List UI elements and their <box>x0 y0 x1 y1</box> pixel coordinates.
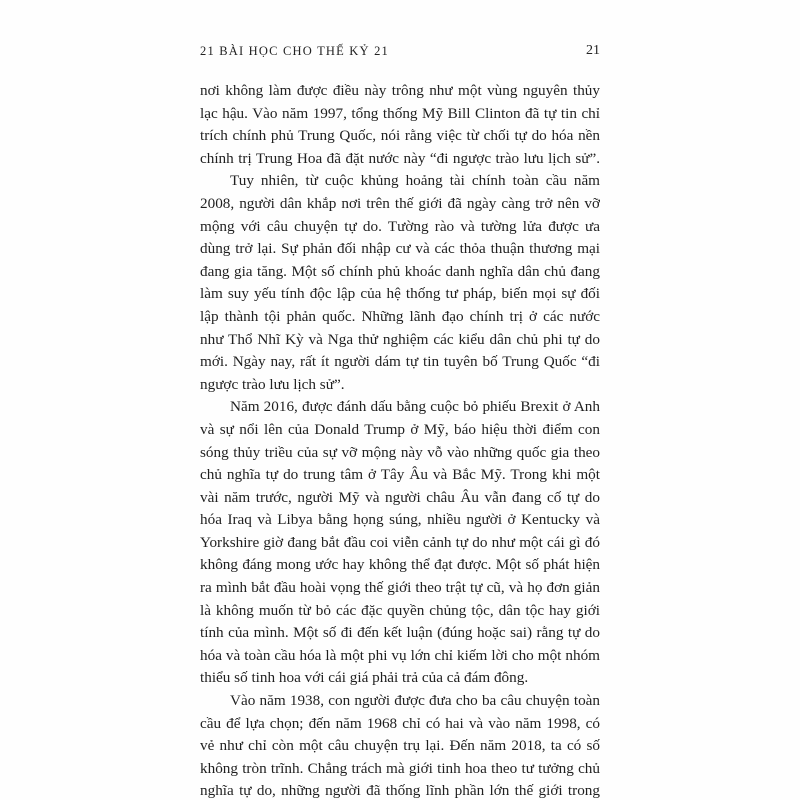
text-line: chính trị Trung Hoa đã đặt nước này “đi ngược trào lưu lịch sử”. <box>200 149 600 167</box>
text-line: dùng trở lại. Sự phản đối nhập cư và các thỏa thuận thương mại <box>200 240 600 258</box>
text-line: chủ nghĩa tự do trung tâm ở Tây Âu và Bắc Mỹ. Trong khi một <box>200 466 600 484</box>
text-line: ngược trào lưu lịch sử”. <box>200 375 345 393</box>
text-line: Yorkshire giờ đang bắt đầu coi viễn cảnh tự do như một cái gì đó <box>200 533 600 551</box>
page-number: 21 <box>586 43 600 58</box>
text-line: mới. Ngày nay, rất ít người dám tự tin tuyên bố Trung Quốc “đi <box>200 353 600 371</box>
text-line: Vào năm 1938, con người được đưa cho ba câu chuyện toàn <box>230 692 600 710</box>
text-line: không tròn trĩnh. Chẳng trách mà giới tinh hoa theo tư tưởng chủ <box>200 759 600 777</box>
running-title: 21 BÀI HỌC CHO THẾ KỶ 21 <box>200 44 389 58</box>
paragraph-3 <box>200 396 600 690</box>
text-line: như Thổ Nhĩ Kỳ và Nga thử nghiệm các kiểu dân chủ phi tự do <box>200 330 600 348</box>
text-line: mộng với câu chuyện tự do. Tường rào và tường lửa được ưa <box>200 217 600 235</box>
text-line: hóa và toàn cầu hóa là một phi vụ lớn chỉ kiếm lời cho một nhóm <box>200 646 600 664</box>
text-line: lập thành tội phản quốc. Những lãnh đạo chính trị ở các nước <box>200 307 600 325</box>
text-line: nơi không làm được điều này trông như một vùng nguyên thủy <box>200 82 600 99</box>
text-line: trích chính phủ Trung Quốc, nói rằng việc từ chối tự do hóa nền <box>200 127 600 145</box>
text-line: thiểu số tinh hoa với cái giá phải trả của cả đám đông. <box>200 669 529 687</box>
paragraph-1 <box>200 80 600 170</box>
text-line: Tuy nhiên, từ cuộc khủng hoảng tài chính toàn cầu năm <box>230 172 600 190</box>
text-line: đang gia tăng. Một số chính phủ khoác danh nghĩa dân chủ đang <box>200 262 600 280</box>
text-line: hóa Iraq và Libya bằng họng súng, nhiều người ở Kentucky và <box>200 511 600 529</box>
text-line: vài năm trước, người Mỹ và người châu Âu vẫn đang cố tự do <box>200 488 600 506</box>
text-line: tính của mình. Một số đi đến kết luận (đúng hoặc sai) rằng tự do <box>200 624 600 642</box>
text-line: lạc hậu. Vào năm 1997, tổng thống Mỹ Bill Clinton đã tự tin chỉ <box>200 104 600 122</box>
text-line: cầu để lựa chọn; đến năm 1968 chỉ có hai và vào năm 1998, có <box>200 714 600 732</box>
text-line: vẻ như chỉ còn một câu chuyện trụ lại. Đến năm 2018, ta có số <box>200 737 600 755</box>
text-line: Năm 2016, được đánh dấu bằng cuộc bỏ phiếu Brexit ở Anh <box>230 398 600 416</box>
text-line: ra mình bắt đầu hoài vọng thế giới theo trật tự cũ, và họ đơn giản <box>200 579 600 597</box>
text-line: là không muốn từ bỏ các đặc quyền chủng tộc, dân tộc hay giới <box>200 601 600 619</box>
body-text <box>200 80 600 800</box>
text-line: và sự nổi lên của Donald Trump ở Mỹ, báo hiệu thời điểm con <box>200 420 600 438</box>
text-line: nghĩa tự do, những người đã thống lĩnh phần lớn thế giới trong <box>200 782 600 800</box>
text-line: làm suy yếu tính độc lập của hệ thống tư pháp, biến mọi sự đối <box>200 285 600 303</box>
paragraph-4 <box>200 690 600 800</box>
paragraph-2 <box>200 170 600 396</box>
text-line: sóng thủy triều của sự vỡ mộng này vỗ vào những quốc gia theo <box>200 443 600 461</box>
text-line: không đáng mong ước hay không thể đạt được. Một số phát hiện <box>200 556 600 574</box>
text-line: 2008, người dân khắp nơi trên thế giới đã ngày càng trở nên vỡ <box>200 194 600 212</box>
page-header <box>200 44 600 66</box>
